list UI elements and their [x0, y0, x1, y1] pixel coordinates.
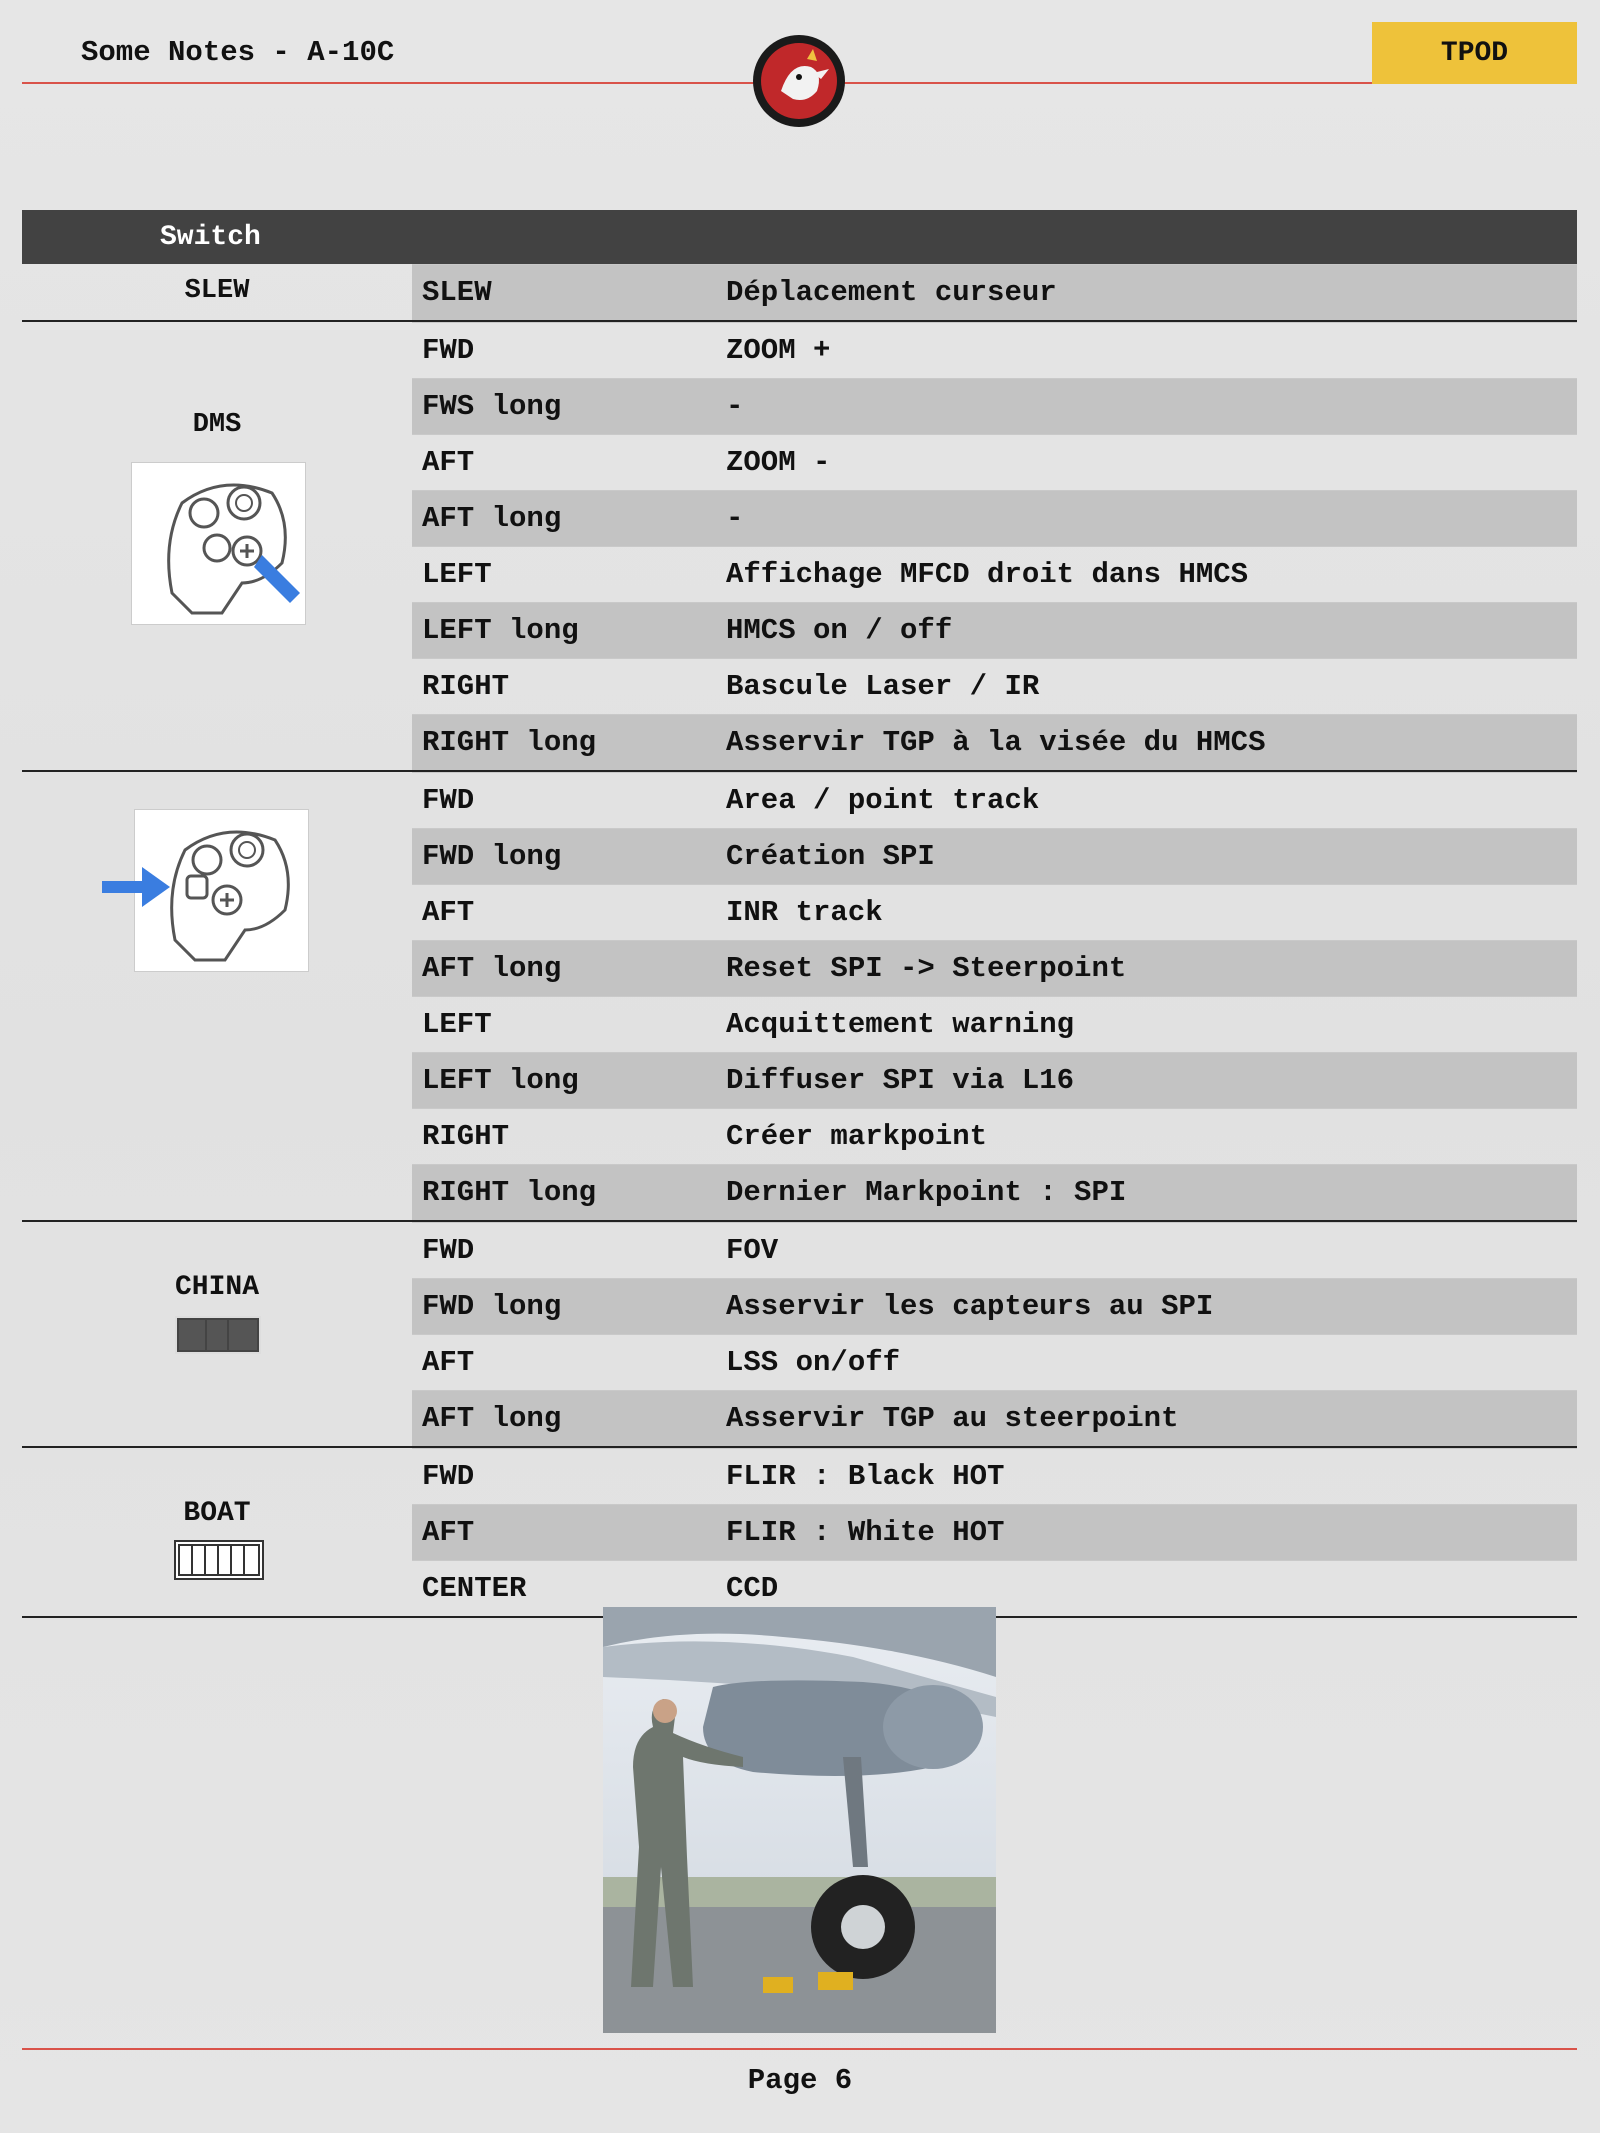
table-row: FWD ZOOM + [412, 322, 1577, 378]
table-row: RIGHT long Dernier Markpoint : SPI [412, 1164, 1577, 1220]
group-label-china: CHINA [174, 1272, 259, 1303]
table-header [22, 210, 1577, 264]
table-row: LEFT Acquittement warning [412, 996, 1577, 1052]
table-row: AFT FLIR : White HOT [412, 1504, 1577, 1560]
group-label-dms: DMS [192, 410, 242, 440]
table-row: FWD FLIR : Black HOT [412, 1448, 1577, 1504]
group-china [22, 1222, 1577, 1448]
table-row: AFT LSS on/off [412, 1334, 1577, 1390]
group-slew [22, 264, 1577, 322]
table-row: AFT INR track [412, 884, 1577, 940]
switch-table [22, 210, 1577, 1618]
table-row: AFT long Asservir TGP au steerpoint [412, 1390, 1577, 1446]
table-row: LEFT long Diffuser SPI via L16 [412, 1052, 1577, 1108]
table-row: AFT long Reset SPI -> Steerpoint [412, 940, 1577, 996]
group-tms [22, 772, 1577, 1222]
group-boat [22, 1448, 1577, 1618]
table-row: RIGHT Créer markpoint [412, 1108, 1577, 1164]
table-row: SLEW Déplacement curseur [412, 264, 1577, 320]
table-row: LEFT Affichage MFCD droit dans HMCS [412, 546, 1577, 602]
group-label-boat: BOAT [183, 1498, 251, 1529]
boat-switch-icon [174, 1540, 264, 1580]
page-number: Page 6 [747, 2064, 853, 2097]
table-row: RIGHT Bascule Laser / IR [412, 658, 1577, 714]
document-title: Some Notes - A-10C [81, 36, 395, 69]
table-row: CENTER CCD [412, 1560, 1577, 1616]
table-row: FWD Area / point track [412, 772, 1577, 828]
table-row: AFT ZOOM - [412, 434, 1577, 490]
table-row: AFT long - [412, 490, 1577, 546]
footer-divider [22, 2048, 1577, 2050]
arrow-icon [102, 864, 172, 910]
table-row: FWD long Création SPI [412, 828, 1577, 884]
section-tag: TPOD [1372, 22, 1577, 84]
table-row: RIGHT long Asservir TGP à la visée du HMCS [412, 714, 1577, 770]
table-row: FWD FOV [412, 1222, 1577, 1278]
column-header-switch: Switch [160, 221, 261, 253]
table-row: FWS long - [412, 378, 1577, 434]
china-hat-icon [175, 1316, 261, 1354]
table-row: LEFT long HMCS on / off [412, 602, 1577, 658]
squadron-logo [751, 33, 847, 129]
group-label-slew: SLEW [184, 276, 250, 306]
table-row: FWD long Asservir les capteurs au SPI [412, 1278, 1577, 1334]
tpod-photo [603, 1607, 996, 2033]
dms-hat-illustration [131, 462, 306, 625]
group-dms [22, 322, 1577, 772]
header-divider [22, 82, 1372, 84]
